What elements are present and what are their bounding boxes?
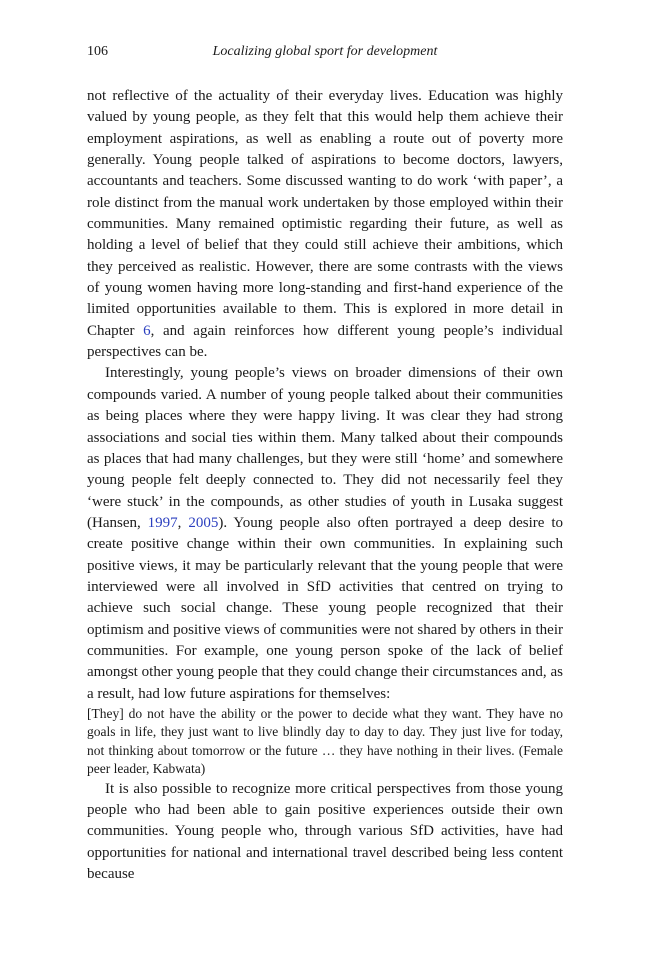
paragraph-1 [87,86,563,363]
running-head: Localizing global sport for development [212,44,438,59]
page-number: 106 [87,44,108,59]
chapter-6-link[interactable]: 6 [143,322,151,339]
paragraph-3: It is also possible to recognize more critical perspectives from those young people who had been able to gain positive experiences outside their own communities. Young people who, through various SfD activities, have had opportunities for national and international travel described being less content because [87,780,563,882]
paragraph-2-text-b: ). Young people also often portrayed a deep desire to create positive change within their own communities. In explaining such positive views, it may be particularly relevant that the young people that were interviewed were all involved in SfD activities that centred on trying to achieve such social change. These young people recognized that their optimism and positive views of communities were not shared by others in their communities. For example, one young person spoke of the lack of belief amongst other young people that they could change their circumstances and, as a result, had low future aspirations for themselves: [87,514,564,702]
citation-separator: , [177,514,189,531]
paragraph-1-text-b: , and again reinforces how different young people’s individual perspectives can be. [87,322,564,361]
paragraph-1-text-a: not reflective of the actuality of their everyday lives. Education was highly valued by young people, as they felt that this would help them achieve their employment aspirations, as well as enabling a route out of poverty more generally. Young people talked of aspirations to become doctors, lawyers, accountants and teachers. Some discussed wanting to do work ‘with paper’, a role distinct from the manual work undertaken by those employed within their communities. Many remained optimistic regarding their future, as well as holding a level of belief that they could still achieve their ambitions, which they perceived as realistic. However, there are some contrasts with the views of young women having more long-standing and first-hand experience of the limited opportunities available to them. This is explored in more detail in Chapter [87,88,563,339]
body-text [87,86,563,885]
block-quote: [They] do not have the ability or the power to decide what they want. They have no goals in life, they just want to live blindly day to day to day. They just live for today, not thinking about tomorrow or the future … they have nothing in their lives. (Female peer leader, Kabwata) [87,705,563,777]
citation-2005-link[interactable]: 2005 [188,514,219,531]
page-header [87,44,563,64]
citation-1997-link[interactable]: 1997 [147,514,178,531]
paragraph-2-text-a: Interestingly, young people’s views on broader dimensions of their own compounds varied. A number of young people talked about their communities as being places where they were happy living. It was clear they had strong associations and social ties within them. Many talked about their compounds as places that had many challenges, but they were still ‘home’ and somewhere young people felt deeply connected to. They did not necessarily feel they ‘were stuck’ in the compounds, as other studies of youth in Lusaka suggest (Hansen, [87,365,563,531]
paragraph-2 [87,363,563,705]
